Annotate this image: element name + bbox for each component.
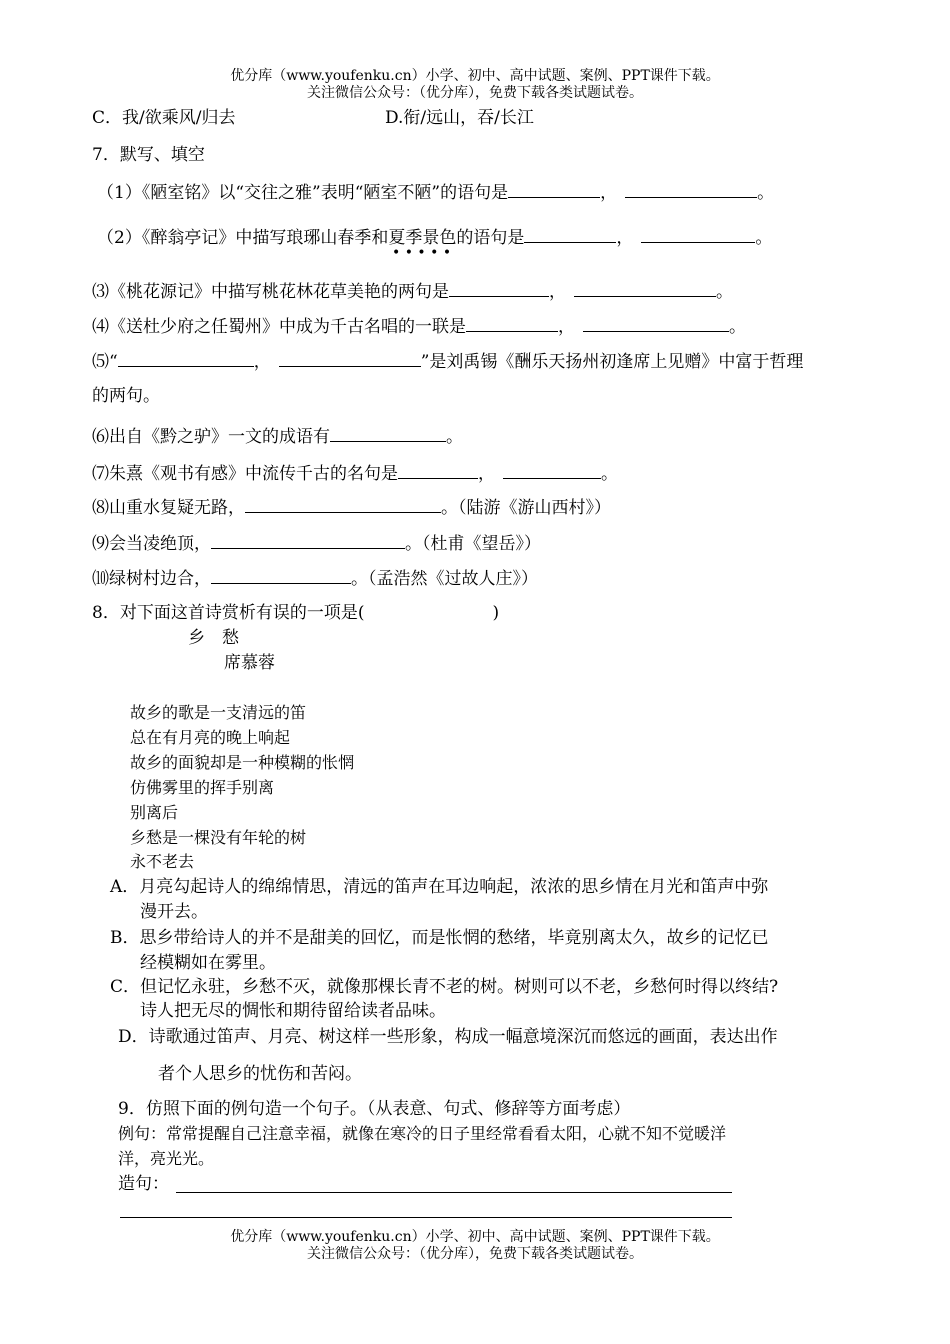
poem-line: 永不老去 xyxy=(130,852,195,871)
q7-item-4-blank-a[interactable] xyxy=(466,315,558,332)
poem-line: 故乡的面貌却是一种模糊的怅惘 xyxy=(130,753,355,772)
page-header-line2: 关注微信公众号：（优分库），免费下载各类试题试卷。 xyxy=(307,85,643,101)
q6-option-c: C．我/欲乘风/归去 xyxy=(92,108,236,128)
q7-title: 7．默写、填空 xyxy=(92,145,205,165)
q7-item-5-sep: ， xyxy=(253,352,271,372)
poem-title: 乡 愁 xyxy=(188,628,239,648)
q7-item-7-text: ⑺朱熹《观书有感》中流传千古的名句是 xyxy=(92,464,398,484)
page-header-line1: 优分库（www.youfenku.cn）小学、初中、高中试题、案例、PPT课件下载。 xyxy=(230,68,720,84)
q7-item-2-end: 。 xyxy=(755,228,773,248)
q7-item-6-blank[interactable] xyxy=(330,425,446,442)
emphasis-dots: • • • • • xyxy=(392,245,452,261)
q7-item-5-blank-b[interactable] xyxy=(279,350,421,367)
q7-item-4-end: 。 xyxy=(729,317,746,337)
q8-option-c-cont: 诗人把无尽的惆怅和期待留给读者品味。 xyxy=(140,1001,446,1021)
q8-option-d-cont: 者个人思乡的忧伤和苦闷。 xyxy=(158,1064,362,1084)
q7-item-8-end: 。（陆游《游山西村》） xyxy=(441,498,611,518)
q7-item-3-text: ⑶《桃花源记》中描写桃花林花草美艳的两句是 xyxy=(92,282,449,302)
footer-divider xyxy=(120,1217,732,1218)
q7-item-1-text: （1）《陋室铭》以“交往之雅”表明“陋室不陋”的语句是 xyxy=(97,183,509,203)
q7-item-8-text: ⑻山重水复疑无路， xyxy=(92,498,245,518)
q7-item-6-text: ⑹出自《黔之驴》一文的成语有 xyxy=(92,427,330,447)
q8-option-c[interactable]: C．但记忆永驻，乡愁不灭，就像那棵长青不老的树。树则可以不老，乡愁何时得以终结? xyxy=(110,977,779,997)
q7-item-2-text: （2）《醉翁亭记》中描写琅琊山春季和夏季景色的语句是 xyxy=(97,228,525,248)
q8-option-b-cont: 经模糊如在雾里。 xyxy=(140,953,276,973)
q7-item-6-end: 。 xyxy=(446,427,463,447)
q7-item-1-blank-b[interactable] xyxy=(625,181,757,198)
poem-line: 仿佛雾里的挥手别离 xyxy=(130,778,275,797)
q7-item-1-end: 。 xyxy=(757,183,775,203)
q7-item-5-blank-a[interactable] xyxy=(118,350,254,367)
q9-example-line2: 洋，亮光光。 xyxy=(118,1149,215,1168)
q7-item-7-end: 。 xyxy=(601,464,618,484)
q8-title xyxy=(92,603,499,623)
q9-answer-line[interactable] xyxy=(176,1192,732,1193)
q7-item-3-blank-a[interactable] xyxy=(449,280,549,297)
q9-make-label: 造句： xyxy=(118,1174,169,1194)
q7-item-2-blank-b[interactable] xyxy=(641,226,755,243)
poem-line: 乡愁是一棵没有年轮的树 xyxy=(130,828,307,847)
q7-item-9-blank[interactable] xyxy=(211,532,405,549)
q7-item-3-sep: ， xyxy=(549,282,566,302)
q7-item-5 xyxy=(92,350,803,372)
q7-item-1-blank-a[interactable] xyxy=(508,181,600,198)
q7-item-3 xyxy=(92,280,733,302)
q7-item-2-sep: ， xyxy=(616,228,634,248)
q8-option-d[interactable]: D．诗歌通过笛声、月亮、树这样一些形象，构成一幅意境深沉而悠远的画面，表达出作 xyxy=(118,1027,778,1047)
q7-item-6 xyxy=(92,425,463,447)
q8-title-text: 8．对下面这首诗赏析有误的一项是( xyxy=(92,603,365,623)
q7-item-8 xyxy=(92,496,611,518)
q8-option-b[interactable]: B．思乡带给诗人的并不是甜美的回忆，而是怅惘的愁绪，毕竟别离太久，故乡的记忆已 xyxy=(110,928,769,948)
q7-item-5-cont: 的两句。 xyxy=(92,386,160,406)
q7-item-4-text: ⑷《送杜少府之任蜀州》中成为千古名唱的一联是 xyxy=(92,317,466,337)
q7-item-5-text: ”是刘禹锡《酬乐天扬州初逢席上见赠》中富于哲理 xyxy=(420,352,804,372)
q7-item-9-end: 。（杜甫《望岳》） xyxy=(405,534,541,554)
q7-item-7-sep: ， xyxy=(478,464,495,484)
q8-option-a[interactable]: A．月亮勾起诗人的绵绵情思，清远的笛声在耳边响起，浓浓的思乡情在月光和笛声中弥 xyxy=(110,877,769,897)
q8-title-end: ) xyxy=(492,603,500,623)
q7-item-4-blank-b[interactable] xyxy=(583,315,729,332)
q7-item-3-blank-b[interactable] xyxy=(574,280,716,297)
q7-item-4 xyxy=(92,315,746,337)
q7-item-7 xyxy=(92,462,618,484)
poem-author: 席慕蓉 xyxy=(224,653,275,673)
q7-item-1-sep: ， xyxy=(600,183,618,203)
q7-item-10 xyxy=(92,567,538,589)
poem-line: 总在有月亮的晚上响起 xyxy=(130,728,291,747)
q7-item-1 xyxy=(97,181,774,203)
poem-line: 别离后 xyxy=(130,803,179,822)
poem-line: 故乡的歌是一支清远的笛 xyxy=(130,703,307,722)
q7-item-10-blank[interactable] xyxy=(211,567,351,584)
q7-item-2-blank-a[interactable] xyxy=(524,226,616,243)
q9-example-line1: 例句：常常提醒自己注意幸福，就像在寒冷的日子里经常看看太阳，心就不知不觉暖洋 xyxy=(118,1124,727,1143)
q7-item-7-blank-b[interactable] xyxy=(503,462,601,479)
q8-option-a-cont: 漫开去。 xyxy=(140,902,208,922)
q7-item-7-blank-a[interactable] xyxy=(398,462,478,479)
q7-item-10-text: ⑽绿树村边合， xyxy=(92,569,211,589)
q7-item-9-text: ⑼会当凌绝顶， xyxy=(92,534,211,554)
q9-title: 9．仿照下面的例句造一个句子。（从表意、句式、修辞等方面考虑） xyxy=(118,1099,631,1119)
page-footer-line2: 关注微信公众号：（优分库），免费下载各类试题试卷。 xyxy=(307,1246,643,1262)
q6-option-d: D.衔/远山，吞/长江 xyxy=(385,108,534,128)
page-footer-line1: 优分库（www.youfenku.cn）小学、初中、高中试题、案例、PPT课件下载。 xyxy=(230,1229,720,1245)
q7-item-5-open: ⑸“ xyxy=(92,352,118,372)
q7-item-4-sep: ， xyxy=(558,317,575,337)
q7-item-9 xyxy=(92,532,541,554)
q7-item-8-blank[interactable] xyxy=(245,496,441,513)
q7-item-3-end: 。 xyxy=(716,282,733,302)
q7-item-10-end: 。（孟浩然《过故人庄》） xyxy=(351,569,538,589)
